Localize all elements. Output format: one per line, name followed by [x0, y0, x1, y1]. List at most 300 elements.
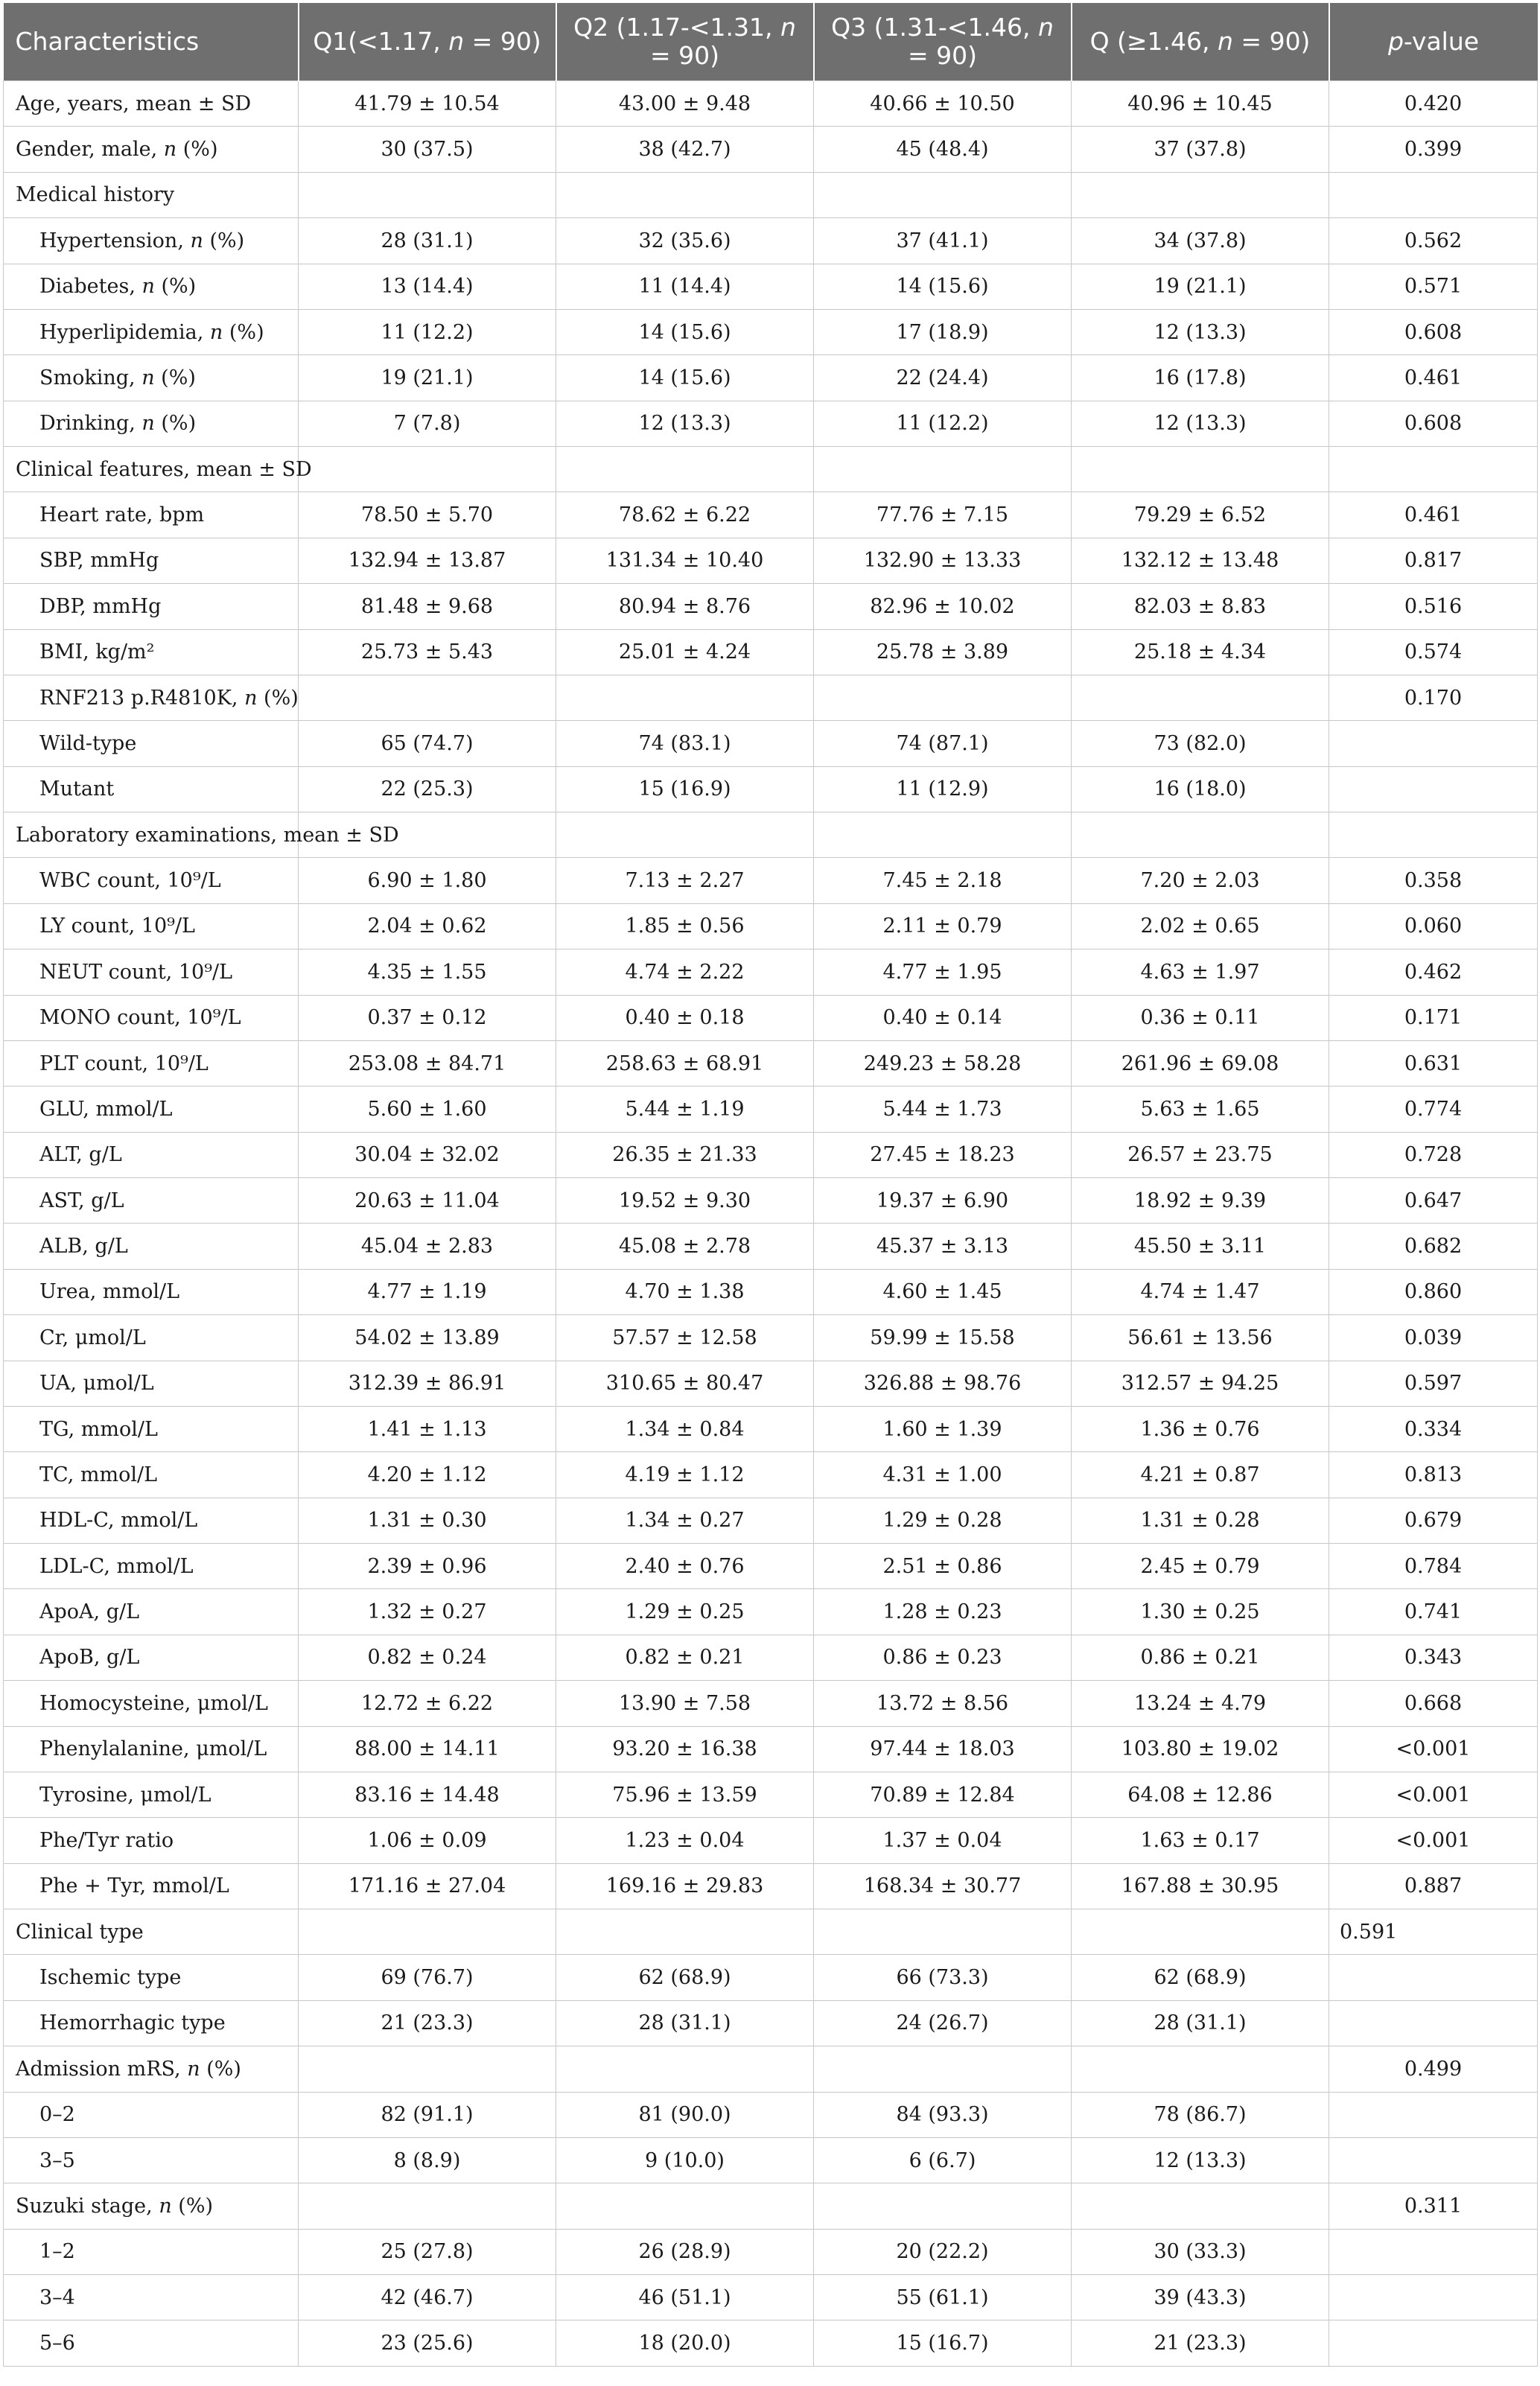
cell-q4: 2.45 ± 0.79	[1072, 1544, 1329, 1589]
cell-q3: 5.44 ± 1.73	[814, 1087, 1072, 1132]
cell-q4: 39 (43.3)	[1072, 2275, 1329, 2320]
cell-q4: 1.63 ± 0.17	[1072, 1818, 1329, 1863]
cell-q3: 1.37 ± 0.04	[814, 1818, 1072, 1863]
table-row	[4, 2000, 1538, 2046]
cell-p-value: 0.813	[1329, 1452, 1538, 1498]
cell-q3: 326.88 ± 98.76	[814, 1361, 1072, 1406]
cell-q4: 34 (37.8)	[1072, 218, 1329, 264]
cell-q4: 0.86 ± 0.21	[1072, 1635, 1329, 1680]
cell-q2: 1.34 ± 0.27	[556, 1498, 814, 1543]
cell-p-value: 0.728	[1329, 1132, 1538, 1177]
cell-q2: 1.29 ± 0.25	[556, 1589, 814, 1635]
cell-q4: 16 (18.0)	[1072, 766, 1329, 812]
cell-q2: 1.85 ± 0.56	[556, 903, 814, 949]
cell-q3	[814, 447, 1072, 492]
characteristics-table	[3, 3, 1538, 2367]
cell-q2: 15 (16.9)	[556, 766, 814, 812]
cell-q4: 132.12 ± 13.48	[1072, 538, 1329, 583]
cell-q2: 4.70 ± 1.38	[556, 1269, 814, 1314]
cell-q3: 82.96 ± 10.02	[814, 584, 1072, 629]
cell-q4: 1.36 ± 0.76	[1072, 1406, 1329, 1451]
cell-q1: 0.82 ± 0.24	[299, 1635, 556, 1680]
cell-q1: 132.94 ± 13.87	[299, 538, 556, 583]
cell-p-value: 0.358	[1329, 858, 1538, 903]
cell-q4: 37 (37.8)	[1072, 127, 1329, 172]
cell-q1: 11 (12.2)	[299, 309, 556, 354]
table-row	[4, 355, 1538, 401]
table-row	[4, 1406, 1538, 1451]
cell-p-value	[1329, 721, 1538, 766]
row-label: Phe/Tyr ratio	[4, 1818, 299, 1863]
cell-q3: 11 (12.9)	[814, 766, 1072, 812]
cell-q2: 26 (28.9)	[556, 2229, 814, 2274]
cell-q4: 7.20 ± 2.03	[1072, 858, 1329, 903]
cell-p-value	[1329, 2275, 1538, 2320]
row-label: NEUT count, 10⁹/L	[4, 949, 299, 995]
row-label: Medical history	[4, 172, 299, 217]
cell-q2	[556, 1909, 814, 1955]
cell-q3: 1.29 ± 0.28	[814, 1498, 1072, 1543]
cell-q3: 19.37 ± 6.90	[814, 1178, 1072, 1224]
cell-q1: 69 (76.7)	[299, 1955, 556, 2000]
cell-p-value: 0.682	[1329, 1224, 1538, 1269]
cell-q1: 25.73 ± 5.43	[299, 629, 556, 675]
cell-q2: 258.63 ± 68.91	[556, 1040, 814, 1086]
table-header	[4, 3, 1538, 81]
cell-q1: 41.79 ± 10.54	[299, 81, 556, 127]
table-row	[4, 1361, 1538, 1406]
cell-q1	[299, 675, 556, 720]
row-label: ApoA, g/L	[4, 1589, 299, 1635]
row-label: PLT count, 10⁹/L	[4, 1040, 299, 1086]
row-label: TC, mmol/L	[4, 1452, 299, 1498]
cell-p-value: 0.562	[1329, 218, 1538, 264]
cell-q3: 249.23 ± 58.28	[814, 1040, 1072, 1086]
cell-q2	[556, 812, 814, 858]
table-row	[4, 1818, 1538, 1863]
row-label: ALB, g/L	[4, 1224, 299, 1269]
cell-p-value: 0.461	[1329, 355, 1538, 401]
cell-q4	[1072, 447, 1329, 492]
row-label: Mutant	[4, 766, 299, 812]
cell-q2: 46 (51.1)	[556, 2275, 814, 2320]
table-body	[4, 81, 1538, 2367]
table-row	[4, 721, 1538, 766]
cell-q4: 79.29 ± 6.52	[1072, 492, 1329, 538]
cell-q3: 4.60 ± 1.45	[814, 1269, 1072, 1314]
cell-q2: 28 (31.1)	[556, 2000, 814, 2046]
cell-q3	[814, 2046, 1072, 2092]
cell-q3: 45 (48.4)	[814, 127, 1072, 172]
row-label: SBP, mmHg	[4, 538, 299, 583]
cell-p-value	[1329, 2137, 1538, 2183]
cell-q2: 43.00 ± 9.48	[556, 81, 814, 127]
cell-p-value: 0.399	[1329, 127, 1538, 172]
cell-p-value: 0.343	[1329, 1635, 1538, 1680]
table-row	[4, 2229, 1538, 2274]
row-label: Cr, μmol/L	[4, 1315, 299, 1361]
table-row	[4, 1909, 1538, 1955]
table-row	[4, 127, 1538, 172]
cell-q1: 83.16 ± 14.48	[299, 1772, 556, 1817]
cell-q4: 64.08 ± 12.86	[1072, 1772, 1329, 1817]
table-row	[4, 1544, 1538, 1589]
row-label: TG, mmol/L	[4, 1406, 299, 1451]
cell-q2: 11 (14.4)	[556, 264, 814, 309]
row-label: Hyperlipidemia, n (%)	[4, 309, 299, 354]
table-row	[4, 629, 1538, 675]
header-q4: Q (≥1.46, n = 90)	[1072, 3, 1329, 81]
cell-q3: 27.45 ± 18.23	[814, 1132, 1072, 1177]
cell-q2: 93.20 ± 16.38	[556, 1726, 814, 1772]
table-row	[4, 2046, 1538, 2092]
cell-q4: 40.96 ± 10.45	[1072, 81, 1329, 127]
row-label: Gender, male, n (%)	[4, 127, 299, 172]
cell-q2: 14 (15.6)	[556, 309, 814, 354]
cell-q1: 1.31 ± 0.30	[299, 1498, 556, 1543]
cell-q4: 62 (68.9)	[1072, 1955, 1329, 2000]
cell-q3: 25.78 ± 3.89	[814, 629, 1072, 675]
cell-p-value	[1329, 172, 1538, 217]
cell-q4: 12 (13.3)	[1072, 309, 1329, 354]
cell-q2: 310.65 ± 80.47	[556, 1361, 814, 1406]
cell-q4: 5.63 ± 1.65	[1072, 1087, 1329, 1132]
cell-q1: 12.72 ± 6.22	[299, 1681, 556, 1726]
header-row	[4, 3, 1538, 81]
cell-q4: 25.18 ± 4.34	[1072, 629, 1329, 675]
cell-q3	[814, 675, 1072, 720]
cell-q3: 6 (6.7)	[814, 2137, 1072, 2183]
cell-q1: 88.00 ± 14.11	[299, 1726, 556, 1772]
cell-q1: 65 (74.7)	[299, 721, 556, 766]
cell-q1	[299, 2046, 556, 2092]
cell-p-value: 0.784	[1329, 1544, 1538, 1589]
cell-q2: 14 (15.6)	[556, 355, 814, 401]
cell-q3: 132.90 ± 13.33	[814, 538, 1072, 583]
cell-q4: 261.96 ± 69.08	[1072, 1040, 1329, 1086]
cell-q3: 0.40 ± 0.14	[814, 995, 1072, 1040]
header-q2: Q2 (1.17-<1.31, n = 90)	[556, 3, 814, 81]
cell-q2: 1.23 ± 0.04	[556, 1818, 814, 1863]
cell-q3	[814, 812, 1072, 858]
row-label: LY count, 10⁹/L	[4, 903, 299, 949]
cell-q3: 4.77 ± 1.95	[814, 949, 1072, 995]
cell-q1: 78.50 ± 5.70	[299, 492, 556, 538]
cell-p-value: 0.334	[1329, 1406, 1538, 1451]
cell-q1: 1.32 ± 0.27	[299, 1589, 556, 1635]
cell-q2: 9 (10.0)	[556, 2137, 814, 2183]
section-row	[4, 812, 1538, 858]
cell-q3: 22 (24.4)	[814, 355, 1072, 401]
row-label: Ischemic type	[4, 1955, 299, 2000]
cell-q4: 1.31 ± 0.28	[1072, 1498, 1329, 1543]
cell-q1: 54.02 ± 13.89	[299, 1315, 556, 1361]
row-label: DBP, mmHg	[4, 584, 299, 629]
cell-p-value	[1329, 2000, 1538, 2046]
cell-q1: 4.20 ± 1.12	[299, 1452, 556, 1498]
cell-p-value	[1329, 1955, 1538, 2000]
cell-q4: 30 (33.3)	[1072, 2229, 1329, 2274]
cell-q4: 4.63 ± 1.97	[1072, 949, 1329, 995]
cell-q2: 2.40 ± 0.76	[556, 1544, 814, 1589]
row-label: MONO count, 10⁹/L	[4, 995, 299, 1040]
cell-q2: 26.35 ± 21.33	[556, 1132, 814, 1177]
cell-p-value: 0.311	[1329, 2183, 1538, 2229]
cell-q4	[1072, 2183, 1329, 2229]
cell-p-value: 0.574	[1329, 629, 1538, 675]
cell-p-value: 0.860	[1329, 1269, 1538, 1314]
cell-q2: 62 (68.9)	[556, 1955, 814, 2000]
cell-q3: 45.37 ± 3.13	[814, 1224, 1072, 1269]
cell-q1: 7 (7.8)	[299, 401, 556, 446]
cell-q2: 0.40 ± 0.18	[556, 995, 814, 1040]
row-label: UA, μmol/L	[4, 1361, 299, 1406]
cell-q1	[299, 1909, 556, 1955]
table-row	[4, 2137, 1538, 2183]
cell-q2: 45.08 ± 2.78	[556, 1224, 814, 1269]
row-label: 1–2	[4, 2229, 299, 2274]
row-label: Hypertension, n (%)	[4, 218, 299, 264]
cell-q2: 80.94 ± 8.76	[556, 584, 814, 629]
table-row	[4, 584, 1538, 629]
cell-q2: 13.90 ± 7.58	[556, 1681, 814, 1726]
cell-q4: 73 (82.0)	[1072, 721, 1329, 766]
cell-q1: 5.60 ± 1.60	[299, 1087, 556, 1132]
cell-q3: 7.45 ± 2.18	[814, 858, 1072, 903]
cell-q2: 169.16 ± 29.83	[556, 1863, 814, 1909]
cell-p-value: 0.170	[1329, 675, 1538, 720]
row-label: RNF213 p.R4810K, n (%)	[4, 675, 299, 720]
cell-q3: 40.66 ± 10.50	[814, 81, 1072, 127]
table-row	[4, 2275, 1538, 2320]
row-label: HDL-C, mmol/L	[4, 1498, 299, 1543]
cell-p-value: 0.461	[1329, 492, 1538, 538]
cell-q3	[814, 2183, 1072, 2229]
cell-q1: 45.04 ± 2.83	[299, 1224, 556, 1269]
cell-q2	[556, 675, 814, 720]
cell-p-value: 0.516	[1329, 584, 1538, 629]
cell-p-value	[1329, 2229, 1538, 2274]
cell-p-value: 0.774	[1329, 1087, 1538, 1132]
cell-q2	[556, 2046, 814, 2092]
row-label: GLU, mmol/L	[4, 1087, 299, 1132]
cell-q2	[556, 447, 814, 492]
cell-q1: 30 (37.5)	[299, 127, 556, 172]
cell-q2: 78.62 ± 6.22	[556, 492, 814, 538]
row-label: 3–5	[4, 2137, 299, 2183]
cell-p-value: 0.741	[1329, 1589, 1538, 1635]
cell-q1: 253.08 ± 84.71	[299, 1040, 556, 1086]
cell-q2: 7.13 ± 2.27	[556, 858, 814, 903]
cell-q4: 26.57 ± 23.75	[1072, 1132, 1329, 1177]
header-p-value: p-value	[1329, 3, 1538, 81]
table-row	[4, 949, 1538, 995]
cell-p-value: 0.499	[1329, 2046, 1538, 2092]
section-row	[4, 172, 1538, 217]
table-row	[4, 538, 1538, 583]
row-label: BMI, kg/m²	[4, 629, 299, 675]
cell-q3: 55 (61.1)	[814, 2275, 1072, 2320]
cell-p-value	[1329, 447, 1538, 492]
cell-q2: 4.74 ± 2.22	[556, 949, 814, 995]
row-label: 5–6	[4, 2320, 299, 2366]
cell-q2: 4.19 ± 1.12	[556, 1452, 814, 1498]
cell-q4	[1072, 2046, 1329, 2092]
row-label: Phenylalanine, μmol/L	[4, 1726, 299, 1772]
cell-q3: 66 (73.3)	[814, 1955, 1072, 2000]
cell-q3: 1.60 ± 1.39	[814, 1406, 1072, 1451]
cell-p-value	[1329, 2320, 1538, 2366]
table-row	[4, 81, 1538, 127]
cell-q4: 2.02 ± 0.65	[1072, 903, 1329, 949]
cell-q2: 12 (13.3)	[556, 401, 814, 446]
table-row	[4, 1087, 1538, 1132]
cell-q1	[299, 2183, 556, 2229]
cell-q4: 0.36 ± 0.11	[1072, 995, 1329, 1040]
cell-q3: 77.76 ± 7.15	[814, 492, 1072, 538]
cell-q1: 13 (14.4)	[299, 264, 556, 309]
table-row	[4, 2320, 1538, 2366]
cell-q2: 75.96 ± 13.59	[556, 1772, 814, 1817]
row-label: ApoB, g/L	[4, 1635, 299, 1680]
cell-q1: 21 (23.3)	[299, 2000, 556, 2046]
row-label: Smoking, n (%)	[4, 355, 299, 401]
cell-q4: 13.24 ± 4.79	[1072, 1681, 1329, 1726]
header-characteristics: Characteristics	[4, 3, 299, 81]
row-label: Urea, mmol/L	[4, 1269, 299, 1314]
cell-p-value: 0.679	[1329, 1498, 1538, 1543]
cell-q1: 0.37 ± 0.12	[299, 995, 556, 1040]
row-label: Tyrosine, μmol/L	[4, 1772, 299, 1817]
cell-p-value: 0.631	[1329, 1040, 1538, 1086]
cell-q1: 312.39 ± 86.91	[299, 1361, 556, 1406]
table-row	[4, 1315, 1538, 1361]
table-row	[4, 2092, 1538, 2137]
cell-q4	[1072, 1909, 1329, 1955]
cell-q4: 19 (21.1)	[1072, 264, 1329, 309]
cell-q1: 23 (25.6)	[299, 2320, 556, 2366]
table-row	[4, 995, 1538, 1040]
table-row	[4, 309, 1538, 354]
cell-q3: 1.28 ± 0.23	[814, 1589, 1072, 1635]
cell-q1: 2.39 ± 0.96	[299, 1544, 556, 1589]
table-row	[4, 1681, 1538, 1726]
cell-p-value	[1329, 812, 1538, 858]
table-row	[4, 218, 1538, 264]
cell-q3: 74 (87.1)	[814, 721, 1072, 766]
row-label: WBC count, 10⁹/L	[4, 858, 299, 903]
cell-q3: 20 (22.2)	[814, 2229, 1072, 2274]
table-row	[4, 1452, 1538, 1498]
cell-q3: 37 (41.1)	[814, 218, 1072, 264]
cell-q4: 56.61 ± 13.56	[1072, 1315, 1329, 1361]
table-row	[4, 1955, 1538, 2000]
table-row	[4, 1772, 1538, 1817]
cell-p-value: 0.171	[1329, 995, 1538, 1040]
table-row	[4, 1726, 1538, 1772]
cell-q1: 28 (31.1)	[299, 218, 556, 264]
cell-p-value: 0.608	[1329, 309, 1538, 354]
cell-q3: 0.86 ± 0.23	[814, 1635, 1072, 1680]
row-label: Diabetes, n (%)	[4, 264, 299, 309]
cell-q2: 74 (83.1)	[556, 721, 814, 766]
header-q3: Q3 (1.31-<1.46, n = 90)	[814, 3, 1072, 81]
cell-q2: 5.44 ± 1.19	[556, 1087, 814, 1132]
table-row	[4, 1040, 1538, 1086]
cell-p-value: 0.060	[1329, 903, 1538, 949]
cell-q3: 2.51 ± 0.86	[814, 1544, 1072, 1589]
cell-q4	[1072, 172, 1329, 217]
cell-p-value: <0.001	[1329, 1726, 1538, 1772]
cell-q2: 38 (42.7)	[556, 127, 814, 172]
cell-q3: 24 (26.7)	[814, 2000, 1072, 2046]
cell-q1: 81.48 ± 9.68	[299, 584, 556, 629]
row-label: LDL-C, mmol/L	[4, 1544, 299, 1589]
table-row	[4, 1589, 1538, 1635]
table-row	[4, 1269, 1538, 1314]
cell-q4: 167.88 ± 30.95	[1072, 1863, 1329, 1909]
cell-q2: 57.57 ± 12.58	[556, 1315, 814, 1361]
section-row	[4, 447, 1538, 492]
table-row	[4, 1635, 1538, 1680]
row-label: Suzuki stage, n (%)	[4, 2183, 299, 2229]
cell-q1	[299, 447, 556, 492]
cell-p-value: 0.420	[1329, 81, 1538, 127]
cell-q3: 2.11 ± 0.79	[814, 903, 1072, 949]
cell-p-value: <0.001	[1329, 1772, 1538, 1817]
cell-p-value: <0.001	[1329, 1818, 1538, 1863]
cell-q4: 4.74 ± 1.47	[1072, 1269, 1329, 1314]
cell-p-value: 0.039	[1329, 1315, 1538, 1361]
table-row	[4, 903, 1538, 949]
cell-q2: 1.34 ± 0.84	[556, 1406, 814, 1451]
cell-p-value: 0.591	[1329, 1909, 1538, 1955]
row-label: Drinking, n (%)	[4, 401, 299, 446]
row-label: 3–4	[4, 2275, 299, 2320]
cell-q3: 13.72 ± 8.56	[814, 1681, 1072, 1726]
cell-q1: 82 (91.1)	[299, 2092, 556, 2137]
cell-p-value: 0.462	[1329, 949, 1538, 995]
table-row	[4, 1224, 1538, 1269]
row-label: Age, years, mean ± SD	[4, 81, 299, 127]
row-label: Homocysteine, μmol/L	[4, 1681, 299, 1726]
cell-q4: 103.80 ± 19.02	[1072, 1726, 1329, 1772]
row-label: Clinical type	[4, 1909, 299, 1955]
table-row	[4, 858, 1538, 903]
cell-q3: 70.89 ± 12.84	[814, 1772, 1072, 1817]
row-label: Laboratory examinations, mean ± SD	[4, 812, 299, 858]
cell-p-value: 0.887	[1329, 1863, 1538, 1909]
table-row	[4, 401, 1538, 446]
cell-q2: 32 (35.6)	[556, 218, 814, 264]
cell-q4: 4.21 ± 0.87	[1072, 1452, 1329, 1498]
table-row	[4, 766, 1538, 812]
row-label: ALT, g/L	[4, 1132, 299, 1177]
cell-q4: 82.03 ± 8.83	[1072, 584, 1329, 629]
cell-q4: 12 (13.3)	[1072, 401, 1329, 446]
table-row	[4, 264, 1538, 309]
row-label: Heart rate, bpm	[4, 492, 299, 538]
cell-q1: 1.41 ± 1.13	[299, 1406, 556, 1451]
cell-p-value: 0.817	[1329, 538, 1538, 583]
cell-q4	[1072, 812, 1329, 858]
table-row	[4, 492, 1538, 538]
cell-q2: 81 (90.0)	[556, 2092, 814, 2137]
cell-q4: 1.30 ± 0.25	[1072, 1589, 1329, 1635]
cell-q1: 6.90 ± 1.80	[299, 858, 556, 903]
cell-q3: 15 (16.7)	[814, 2320, 1072, 2366]
cell-p-value	[1329, 766, 1538, 812]
